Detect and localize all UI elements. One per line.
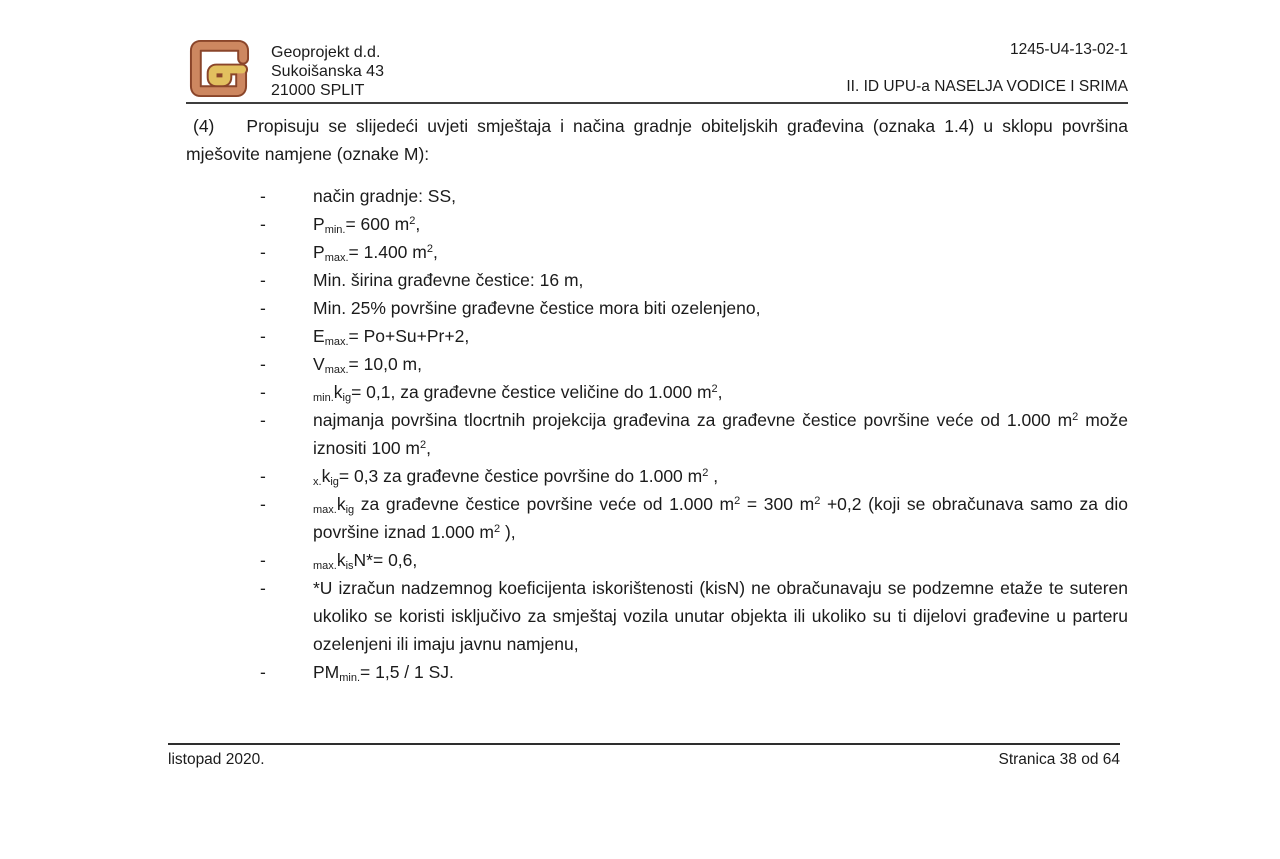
list-item-text: $_{min.}k_{ig}= 0,1$, za građevne čestice veličine do 1.000 $m^2$, bbox=[313, 382, 723, 404]
list-item bbox=[186, 182, 1128, 210]
page-footer bbox=[168, 743, 1120, 769]
footer-date: listopad 2020. bbox=[168, 751, 265, 768]
document-body bbox=[186, 112, 1128, 686]
bullet-dash: - bbox=[260, 214, 266, 234]
list-item bbox=[186, 238, 1128, 266]
list-item bbox=[186, 378, 1128, 406]
list-item bbox=[186, 574, 1128, 658]
list-item-text: $PM_{min.}= 1,5 / 1$ SJ. bbox=[313, 662, 454, 684]
list-item-text: $V_{max.}= 10,0$ m, bbox=[313, 354, 422, 376]
project-title: II. ID UPU-a NASELJA VODICE I SRIMA bbox=[846, 78, 1128, 95]
paragraph-marker: (4) bbox=[193, 116, 215, 136]
list-item-text: $P_{min.}= 600$ $m^2$, bbox=[313, 214, 421, 236]
geoprojekt-logo-icon bbox=[187, 37, 250, 100]
bullet-dash: - bbox=[260, 326, 266, 346]
list-item-text: $_{max.}k_{is}N*= 0,6$, bbox=[313, 550, 418, 572]
list-item bbox=[186, 294, 1128, 322]
list-item bbox=[186, 462, 1128, 490]
conditions-list bbox=[186, 182, 1128, 686]
list-item-text: $E_{max.}= Po+Su+Pr+2$, bbox=[313, 326, 470, 348]
bullet-dash: - bbox=[260, 494, 266, 514]
bullet-dash: - bbox=[260, 242, 266, 262]
bullet-dash: - bbox=[260, 382, 266, 402]
list-item-text: Min. 25% površine građevne čestice mora biti ozelenjeno, bbox=[313, 298, 761, 318]
company-address-block bbox=[271, 43, 384, 100]
list-item bbox=[186, 490, 1128, 546]
list-item-text: $_{max.}k_{ig}$ za građevne čestice površine veće od 1.000 $m^2 = 300$ $m^2 +0,2$ (koji se obračunava samo za dio površine iznad 1.000 $m^2$ ), bbox=[313, 494, 1128, 542]
header-divider bbox=[186, 102, 1128, 104]
bullet-dash: - bbox=[260, 298, 266, 318]
list-item bbox=[186, 546, 1128, 574]
list-item-text: $P_{max.}= 1.400$ $m^2$, bbox=[313, 242, 438, 264]
list-item bbox=[186, 350, 1128, 378]
document-number: 1245-U4-13-02-1 bbox=[1009, 41, 1128, 58]
company-name: Geoprojekt d.d. bbox=[271, 44, 381, 61]
bullet-dash: - bbox=[260, 550, 266, 570]
bullet-dash: - bbox=[260, 662, 266, 682]
footer-page-number: Stranica 38 od 64 bbox=[998, 751, 1120, 768]
list-item-text: $_{x.}k_{ig}= 0,3$ za građevne čestice površine do 1.000 $m^2$ , bbox=[313, 466, 719, 488]
bullet-dash: - bbox=[260, 270, 266, 290]
list-item bbox=[186, 406, 1128, 462]
intro-paragraph bbox=[186, 112, 1128, 168]
paragraph-text: Propisuju se slijedeći uvjeti smještaja i načina gradnje obiteljskih građevina (oznaka 1.4) u sklopu površina mješovite namjene (oznake M): bbox=[186, 116, 1128, 164]
bullet-dash: - bbox=[260, 410, 266, 430]
header-right-block bbox=[846, 41, 1128, 96]
list-item-text: način gradnje: SS, bbox=[313, 186, 457, 206]
list-item bbox=[186, 210, 1128, 238]
company-city: 21000 SPLIT bbox=[271, 82, 365, 99]
list-item bbox=[186, 658, 1128, 686]
bullet-dash: - bbox=[260, 578, 266, 598]
company-street: Sukoišanska 43 bbox=[271, 63, 384, 80]
bullet-dash: - bbox=[260, 354, 266, 374]
bullet-dash: - bbox=[260, 186, 266, 206]
list-item-text: *U izračun nadzemnog koeficijenta iskorištenosti (kisN) ne obračunavaju se podzemne etaže te suteren ukoliko se koristi isključivo za smještaj vozila unutar objekta ili ukoliko su ti dijelovi građevine u parteru ozelenjeni ili imaju javnu namjenu, bbox=[313, 578, 1128, 654]
list-item-text: Min. širina građevne čestice: 16 m, bbox=[313, 270, 584, 290]
bullet-dash: - bbox=[260, 466, 266, 486]
list-item bbox=[186, 266, 1128, 294]
list-item bbox=[186, 322, 1128, 350]
list-item-text: najmanja površina tlocrtnih projekcija građevina za građevne čestice površine veće od 1.000 $m^2$ može iznositi 100 $m^2$, bbox=[313, 410, 1129, 458]
